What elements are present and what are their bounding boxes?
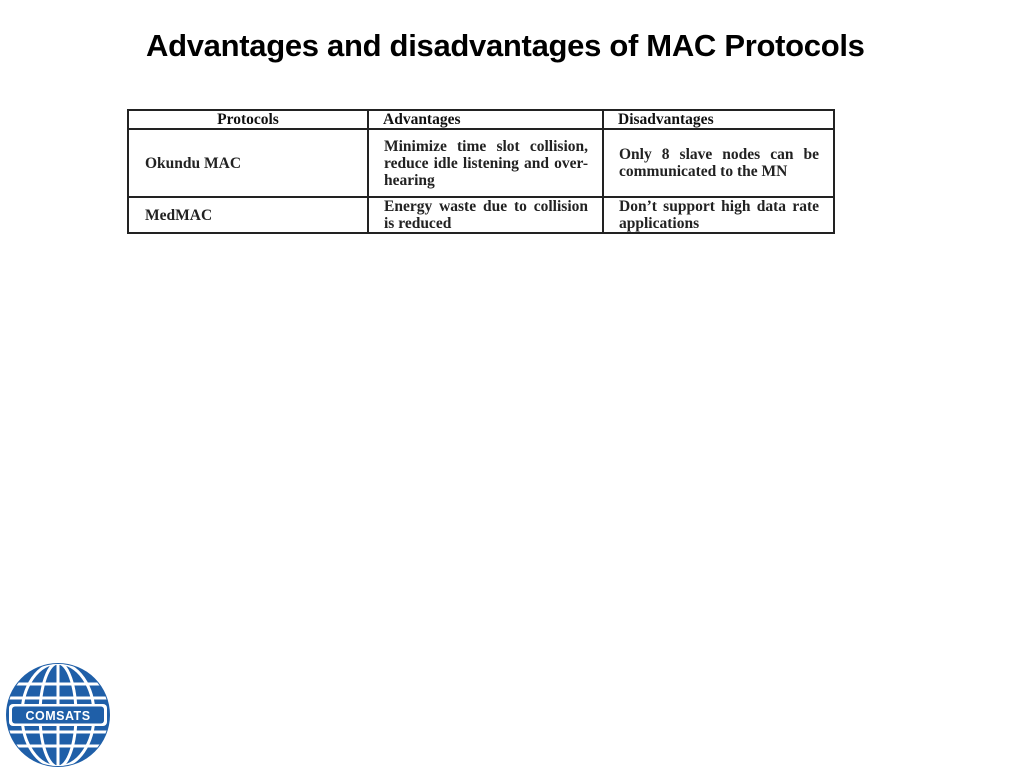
advantages-cell: Energy waste due to collision is reduced	[368, 197, 603, 233]
protocol-comparison-table-container	[127, 109, 835, 234]
protocol-cell: Okundu MAC	[128, 129, 368, 197]
logo-text: COMSATS	[25, 709, 91, 723]
comsats-logo	[5, 662, 111, 768]
protocol-comparison-table	[127, 109, 835, 234]
header-protocols: Protocols	[128, 110, 368, 129]
advantages-cell: Minimize time slot collision, reduce idle listening and over-hearing	[368, 129, 603, 197]
table-row	[128, 129, 834, 197]
disadvantages-cell: Don’t support high data rate applications	[603, 197, 834, 233]
disadvantages-cell: Only 8 slave nodes can be communicated to the MN	[603, 129, 834, 197]
table-row	[128, 197, 834, 233]
header-advantages: Advantages	[368, 110, 603, 129]
comsats-globe-logo-icon	[5, 662, 111, 768]
slide-title: Advantages and disadvantages of MAC Protocols	[146, 28, 865, 63]
protocol-cell: MedMAC	[128, 197, 368, 233]
header-disadvantages: Disadvantages	[603, 110, 834, 129]
table-header-row	[128, 110, 834, 129]
